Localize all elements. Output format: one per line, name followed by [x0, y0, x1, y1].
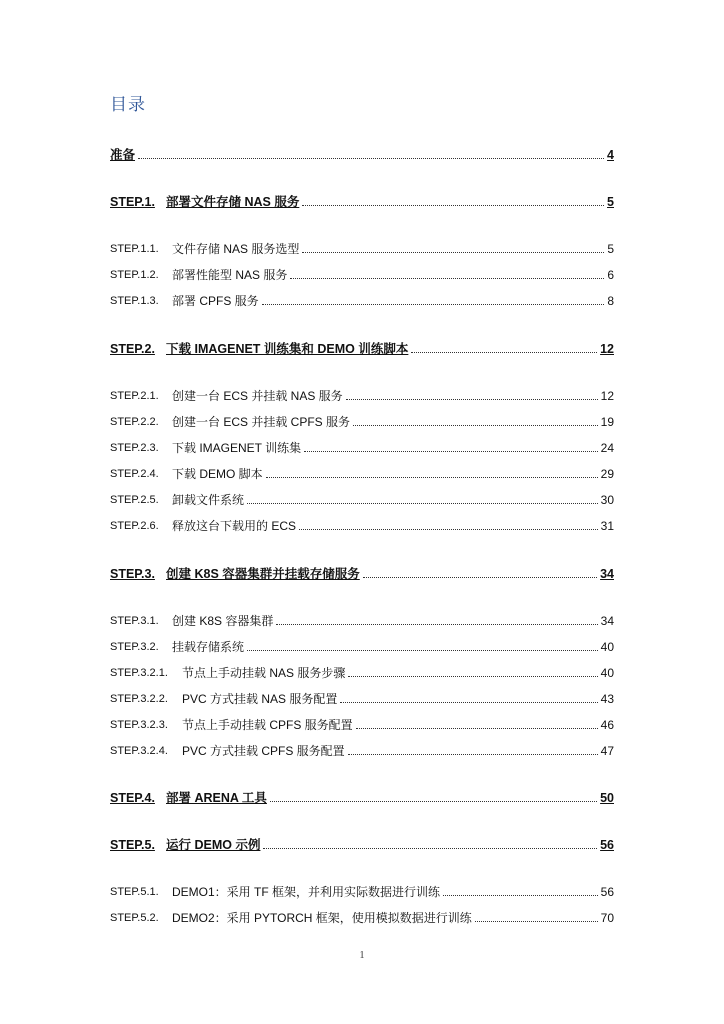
toc-entry-number: STEP.1.2. — [110, 269, 159, 281]
toc-entry-page: 31 — [600, 519, 614, 533]
toc-dot-leader — [363, 577, 597, 578]
toc-entry-label: 节点上手动挂载 NAS 服务步骤 — [182, 666, 346, 680]
toc-entry-page: 34 — [600, 567, 614, 581]
toc-entry[interactable] — [110, 787, 614, 805]
toc-entry[interactable] — [110, 610, 614, 628]
toc-dot-leader — [262, 304, 605, 305]
toc-entry-label: 部署性能型 NAS 服务 — [172, 268, 288, 282]
toc-entry-label: 释放这台下载用的 ECS — [172, 519, 297, 533]
toc-entry-page: 56 — [600, 885, 614, 899]
toc-entry-label: 创建 K8S 容器集群并挂载存储服务 — [166, 567, 360, 581]
toc-entry[interactable] — [110, 740, 614, 758]
toc-entry-page: 46 — [600, 718, 614, 732]
toc-entry-page: 19 — [600, 415, 614, 429]
toc-entry[interactable] — [110, 191, 614, 209]
toc-dot-leader — [299, 529, 598, 530]
toc-entry-number: STEP.5. — [110, 838, 155, 852]
toc-entry-number: STEP.5.1. — [110, 886, 159, 898]
toc-entry[interactable] — [110, 881, 614, 899]
toc-entry-number: STEP.3.2.3. — [110, 719, 168, 731]
page-number: 1 — [359, 950, 365, 961]
toc-entry-label: 创建一台 ECS 并挂载 NAS 服务 — [172, 389, 343, 403]
toc-entry-number: STEP.2.1. — [110, 390, 159, 402]
toc-entry-label: 文件存储 NAS 服务选型 — [172, 242, 300, 256]
toc-dot-leader — [247, 650, 598, 651]
toc-entry-label: 创建 K8S 容器集群 — [172, 614, 274, 628]
toc-entry-number: STEP.3.2.4. — [110, 745, 168, 757]
toc-entry-label: DEMO1：采用 TF 框架，并利用实际数据进行训练 — [172, 885, 441, 899]
toc-entry-label: 下载 IMAGENET 训练集和 DEMO 训练脚本 — [166, 342, 409, 356]
toc-entry-number: STEP.4. — [110, 791, 155, 805]
toc-entry-number: STEP.2.2. — [110, 416, 159, 428]
toc-entry-number: STEP.2.3. — [110, 442, 159, 454]
toc-entry[interactable] — [110, 662, 614, 680]
toc-entry-page: 34 — [600, 614, 614, 628]
toc-entry-number: STEP.1.3. — [110, 295, 159, 307]
toc-entry-label: DEMO2：采用 PYTORCH 框架，使用模拟数据进行训练 — [172, 911, 472, 925]
toc-entry-page: 30 — [600, 493, 614, 507]
toc-entry[interactable] — [110, 411, 614, 429]
toc-entry-page: 29 — [600, 467, 614, 481]
toc-entry-label: 部署文件存储 NAS 服务 — [166, 195, 300, 209]
toc-dot-leader — [340, 702, 597, 703]
toc-entry-number: STEP.3.1. — [110, 615, 159, 627]
toc-dot-leader — [270, 801, 597, 802]
toc-entry[interactable] — [110, 688, 614, 706]
toc-entry[interactable] — [110, 437, 614, 455]
toc-entry-number: STEP.2.4. — [110, 468, 159, 480]
toc-entry-page: 50 — [600, 791, 614, 805]
toc-dot-leader — [304, 451, 598, 452]
toc-entry[interactable] — [110, 264, 614, 282]
toc-entry-number: STEP.3.2.1. — [110, 667, 168, 679]
toc-entry-page: 70 — [600, 911, 614, 925]
toc-entry-number: STEP.5.2. — [110, 912, 159, 924]
toc-entry-label: 卸载文件系统 — [172, 493, 245, 507]
toc-entry[interactable] — [110, 144, 614, 162]
toc-entry-page: 4 — [607, 148, 614, 162]
toc-dot-leader — [353, 425, 598, 426]
toc-entry[interactable] — [110, 290, 614, 308]
toc-entry-page: 6 — [607, 268, 614, 282]
toc-entry-label: 节点上手动挂载 CPFS 服务配置 — [182, 718, 353, 732]
toc-dot-leader — [475, 921, 598, 922]
toc-entry-label: PVC 方式挂载 CPFS 服务配置 — [182, 744, 345, 758]
toc-dot-leader — [348, 676, 597, 677]
toc-entry-page: 8 — [607, 294, 614, 308]
toc-entry-label: 创建一台 ECS 并挂载 CPFS 服务 — [172, 415, 351, 429]
toc-entry[interactable] — [110, 338, 614, 356]
toc-dot-leader — [411, 352, 597, 353]
toc-title: 目录 — [110, 95, 146, 114]
toc-entry-label: 下载 IMAGENET 训练集 — [172, 441, 302, 455]
toc-entry-number: STEP.2.6. — [110, 520, 159, 532]
toc-entry-number: STEP.1. — [110, 195, 155, 209]
toc-dot-leader — [348, 754, 598, 755]
toc-dot-leader — [263, 848, 597, 849]
toc-entry-number: STEP.3.2. — [110, 641, 159, 653]
toc-entry-page: 47 — [600, 744, 614, 758]
toc-entry-page: 24 — [600, 441, 614, 455]
toc-dot-leader — [346, 399, 598, 400]
toc-entry-number: STEP.1.1. — [110, 243, 159, 255]
toc-dot-leader — [266, 477, 598, 478]
toc-entry-page: 5 — [607, 242, 614, 256]
toc-entry-label: 部署 CPFS 服务 — [172, 294, 259, 308]
toc-entry-number: STEP.2. — [110, 342, 155, 356]
toc-dot-leader — [302, 252, 604, 253]
toc-entry[interactable] — [110, 563, 614, 581]
toc-entry-label: 准备 — [110, 148, 136, 162]
toc-entry-page: 43 — [600, 692, 614, 706]
toc-entry[interactable] — [110, 489, 614, 507]
toc-entry[interactable] — [110, 834, 614, 852]
toc-entry-page: 12 — [600, 342, 614, 356]
toc-entry-label: 运行 DEMO 示例 — [166, 838, 261, 852]
toc-entry-number: STEP.3.2.2. — [110, 693, 168, 705]
toc-entry[interactable] — [110, 907, 614, 925]
toc-entry-number: STEP.2.5. — [110, 494, 159, 506]
toc-dot-leader — [138, 158, 604, 159]
toc-entry[interactable] — [110, 714, 614, 732]
toc-entry-page: 56 — [600, 838, 614, 852]
toc-dot-leader — [290, 278, 604, 279]
toc-entry[interactable] — [110, 463, 614, 481]
toc-entry-label: 下载 DEMO 脚本 — [172, 467, 263, 481]
toc-entry[interactable] — [110, 238, 614, 256]
toc-entry[interactable] — [110, 515, 614, 533]
toc-entry[interactable] — [110, 636, 614, 654]
toc-entry-page: 5 — [607, 195, 614, 209]
toc-dot-leader — [356, 728, 598, 729]
toc-dot-leader — [247, 503, 598, 504]
toc-entry-label: PVC 方式挂载 NAS 服务配置 — [182, 692, 338, 706]
toc-entry[interactable] — [110, 385, 614, 403]
toc-entry-page: 12 — [600, 389, 614, 403]
toc-entry-label: 挂载存储系统 — [172, 640, 245, 654]
toc-entry-label: 部署 ARENA 工具 — [166, 791, 267, 805]
toc-entry-page: 40 — [600, 640, 614, 654]
toc-entry-page: 40 — [600, 666, 614, 680]
toc-dot-leader — [302, 205, 604, 206]
toc-entry-number: STEP.3. — [110, 567, 155, 581]
toc-dot-leader — [443, 895, 598, 896]
toc-dot-leader — [276, 624, 597, 625]
